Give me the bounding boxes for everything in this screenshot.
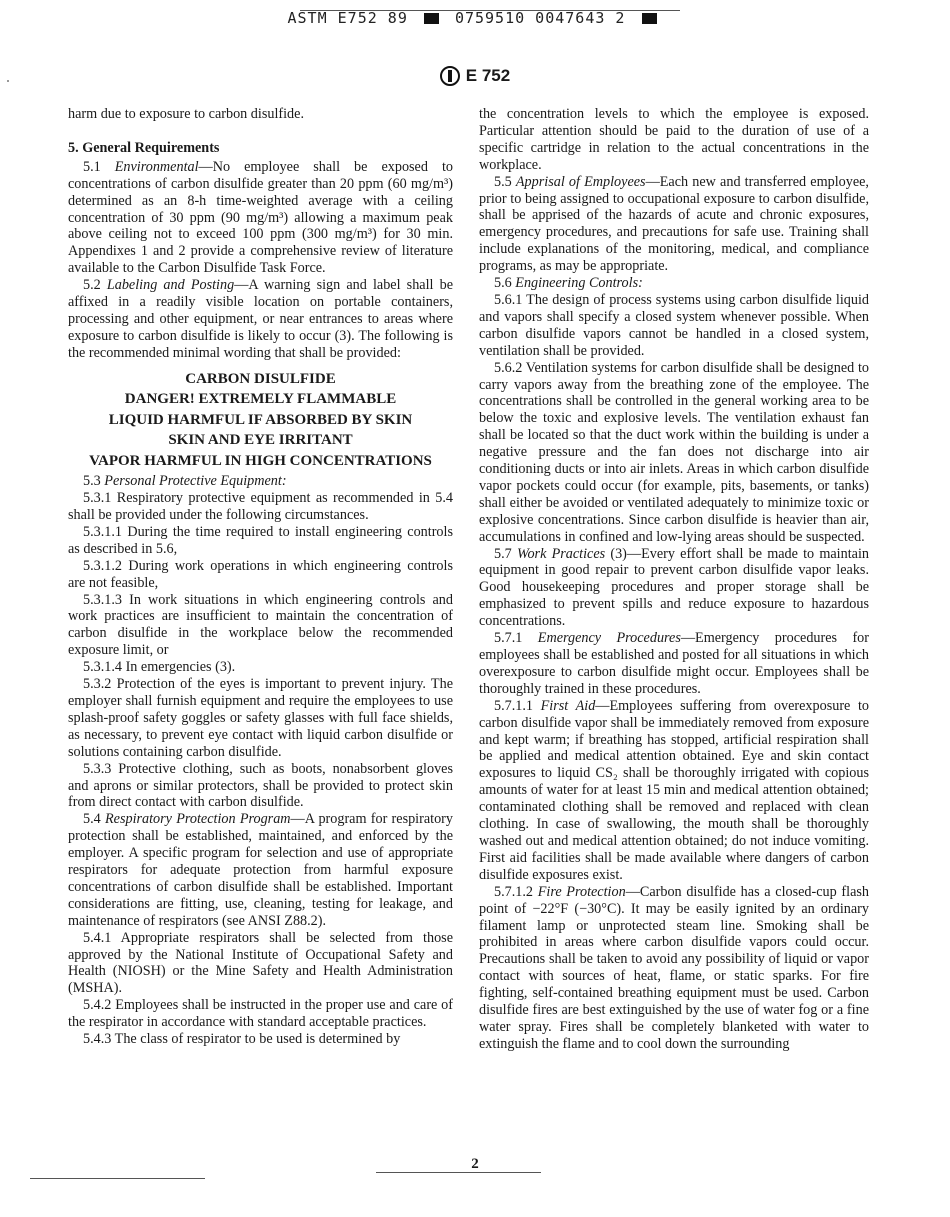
- standard-title: [0, 66, 950, 86]
- paragraph-5-4-2: 5.4.2 Employees shall be instructed in the proper use and care of the respirator in accordance with standard acceptable practices.: [68, 997, 453, 1031]
- para-title: Personal Protective Equipment:: [104, 473, 287, 490]
- black-box-mark: [424, 13, 439, 24]
- para-number: 5.7.1.1: [494, 697, 534, 714]
- para-body: —Employees suffering from overexposure to carbon disulfide vapor shall be immediately removed from exposure and kept warm; if breathing has stopped, artificial respiration shall be applied and medical attention obtained. Eye and skin contact exposures to liquid CS₂ shall be thoroughly irrigated with copious amounts of water for at least 15 min and medical attention obtained; contaminated clothing shall be removed and replaced with clean clothing. In case of swallowing, the mouth shall be thoroughly washed out and medical attention obtained; do not induce vomiting. First aid facilities shall be made available where dangers of carbon disulfide exposures exist.: [479, 697, 869, 883]
- warning-line: LIQUID HARMFUL IF ABSORBED BY SKIN: [108, 411, 413, 428]
- black-box-mark: [642, 13, 657, 24]
- doc-code-left: ASTM E752 89: [287, 9, 408, 27]
- para-number: 5.2: [83, 277, 101, 294]
- para-title: Engineering Controls:: [515, 275, 643, 292]
- warning-line: CARBON DISULFIDE: [185, 370, 336, 387]
- para-number: 5.1: [83, 158, 101, 175]
- paragraph-5-5: [479, 174, 869, 275]
- warning-label-text: [68, 369, 453, 472]
- paragraph-5-7-1-1: [479, 698, 869, 884]
- para-number: 5.6: [494, 275, 512, 292]
- para-body: —A warning sign and label shall be affixed in a readily visible location on portable containers, processing and other equipment, or near entrances to areas where exposure to carbon disulfide is likely to occur (3). The following is the recommended minimal wording that shall be provided:: [68, 277, 453, 361]
- para-body: (3)—Every effort shall be made to maintain equipment in good repair to prevent carbon disulfide vapor leaks. Good housekeeping procedures and proper storage shall be emphasized to prevent spills and reduce exposure to hazardous concentrations.: [479, 545, 869, 630]
- footer-rule-left: [30, 1178, 205, 1179]
- para-number: 5.7.1: [494, 630, 523, 647]
- paragraph-5-3-1-1: 5.3.1.1 During the time required to install engineering controls as described in 5.6,: [68, 523, 453, 557]
- continuation-text: the concentration levels to which the employee is exposed. Particular attention should be paid to the duration of use of a specific cartridge in relation to the actual concentrations in the workplace.: [479, 106, 869, 173]
- para-title: Respiratory Protection Program: [104, 811, 291, 828]
- para-body: —Carbon disulfide has a closed-cup flash point of −22°F (−30°C). It may be easily ignited by an ordinary filament lamp or unprotected steam line. Smoking shall be prohibited in areas where carbon disulfide vapors could occur. Precautions shall be taken to avoid any possibility of liquid or vapor contact with sources of heat, flame, or static sparks. For fire fighting, self-contained breathing equipment must be used. Carbon disulfide fires are best extinguished by the use of water fog or a fine water spray. Fires shall be completely blanketed with water to extinguish the flame and to cool down the surrounding: [479, 883, 870, 1052]
- paragraph-5-3-1-3: 5.3.1.3 In work situations in which engineering controls and work practices are insufficient to maintain the concentration of carbon disulfide in the workplace below the recommended exposure limit, or: [68, 591, 453, 659]
- paragraph-5-3-2: 5.3.2 Protection of the eyes is important to prevent injury. The employer shall furnish equipment and require the employees to use splash-proof safety goggles or safety glasses with full face shields, as necessary, to prevent eye contact with liquid carbon disulfide or solutions containing carbon disulfide.: [68, 676, 453, 760]
- left-column: [68, 106, 453, 1048]
- para-title: Environmental: [114, 158, 199, 175]
- para-number: 5.3: [83, 473, 101, 490]
- document-code-header: [0, 9, 950, 27]
- paragraph-5-4-3: 5.4.3 The class of respirator to be used is determined by: [83, 1031, 401, 1048]
- footer-rule-center: [376, 1172, 541, 1173]
- para-title: First Aid: [540, 697, 596, 714]
- scan-mark: [7, 80, 9, 82]
- para-title: Apprisal of Employees: [515, 173, 646, 190]
- paragraph-5-4: [68, 811, 453, 929]
- paragraph-5-3-1-4: 5.3.1.4 In emergencies (3).: [83, 659, 236, 676]
- para-body: —Each new and transferred employee, prior to being assigned to occupational exposure to carbon disulfide, shall be apprised of the hazards of acute and chronic exposures, emergency procedures, and precautions for safe use. Training shall include explanations of the monitoring, medical, and compliance programs, as may be appropriate.: [479, 173, 869, 275]
- right-column: [479, 106, 869, 1053]
- standard-number: E 752: [465, 66, 511, 85]
- warning-line: SKIN AND EYE IRRITANT: [168, 432, 353, 449]
- para-body: —No employee shall be exposed to concentrations of carbon disulfide greater than 20 ppm (60 mg/m³) determined as an 8-h time-weighted average with a ceiling concentration of 30 ppm (90 mg/m³) allowing a maximum peak above ceiling not to exceed 100 ppm (300 mg/m³) for 30 min. Appendixes 1 and 2 provide a comprehensive review of literature available to the Carbon Disulfide Task Force.: [68, 158, 454, 277]
- para-title: Labeling and Posting: [106, 277, 235, 294]
- doc-code-right: 0759510 0047643 2: [454, 9, 626, 27]
- paragraph-5-3-1-2: 5.3.1.2 During work operations in which engineering controls are not feasible,: [68, 557, 453, 591]
- paragraph-5-3: [68, 473, 453, 490]
- paragraph-5-7-1-2: [479, 884, 869, 1053]
- paragraph-5-4-1: 5.4.1 Appropriate respirators shall be selected from those approved by the National Institute of Occupational Safety and Health (NIOSH) or the Mine Safety and Health Administration (MSHA).: [68, 929, 453, 997]
- paragraph-5-6-1: 5.6.1 The design of process systems using carbon disulfide liquid and vapors shall specify a closed system whenever possible. When carbon disulfide vapors cannot be handled in a closed system, ventilation shall be provided.: [479, 291, 869, 359]
- para-number: 5.5: [494, 173, 512, 190]
- para-body: —Emergency procedures for employees shall be established and posted for all situations in which overexposure to carbon disulfide might occur. Employees shall be thoroughly trained in these procedures.: [479, 630, 870, 697]
- paragraph-5-7: [479, 546, 869, 631]
- section-heading: 5. General Requirements: [68, 139, 220, 156]
- warning-line: VAPOR HARMFUL IN HIGH CONCENTRATIONS: [89, 452, 432, 469]
- paragraph-5-7-1: [479, 630, 869, 698]
- para-body: —A program for respiratory protection shall be established, maintained, and enforced by the employer. A specific program for selection and use of appropriate respirators for adequate protection from harmful exposure concentrations of carbon disulfide shall be established. Important considerations are fitting, use, cleaning, testing for leakage, and maintenance of respirators (see ANSI Z88.2).: [68, 811, 453, 929]
- paragraph-5-3-1: 5.3.1 Respiratory protective equipment as recommended in 5.4 shall be provided under the following circumstances.: [68, 490, 453, 523]
- para-number: 5.7.1.2: [494, 883, 534, 900]
- paragraph-5-2: [68, 277, 453, 362]
- intro-text: harm due to exposure to carbon disulfide.: [68, 106, 304, 122]
- paragraph-5-6-2: 5.6.2 Ventilation systems for carbon disulfide shall be designed to carry vapors away from the breathing zone of the employee. The concentrations shall be controlled in the general working area to be below the toxic and explosive levels. The ventilation exhaust fan shall be located so that the duct work within the building is under a negative pressure and the fan does not discharge into air conditioning ducts or into air inlets. Areas in which carbon disulfide vapor pockets could occur (for example, pits, basements, or tanks) shall either be avoided or ventilated adequately to minimize toxic or explosive concentrations. Since carbon disulfide is heavier than air, accumulations in confined and low-lying areas should be suspected.: [479, 359, 869, 545]
- para-title: Work Practices: [516, 545, 606, 562]
- paragraph-5-3-3: 5.3.3 Protective clothing, such as boots, nonabsorbent gloves and aprons or similar protectors, shall be provided to protect skin from direct contact with carbon disulfide.: [68, 760, 453, 811]
- para-number: 5.7: [494, 545, 512, 562]
- paragraph-5-6: [479, 275, 869, 292]
- para-title: Emergency Procedures: [537, 630, 681, 647]
- paragraph-5-1: [68, 159, 453, 277]
- para-title: Fire Protection: [537, 883, 626, 900]
- warning-line: DANGER! EXTREMELY FLAMMABLE: [124, 391, 397, 408]
- astm-logo-icon: [440, 66, 460, 86]
- para-number: 5.4: [83, 811, 101, 828]
- page-number: 2: [471, 1156, 479, 1172]
